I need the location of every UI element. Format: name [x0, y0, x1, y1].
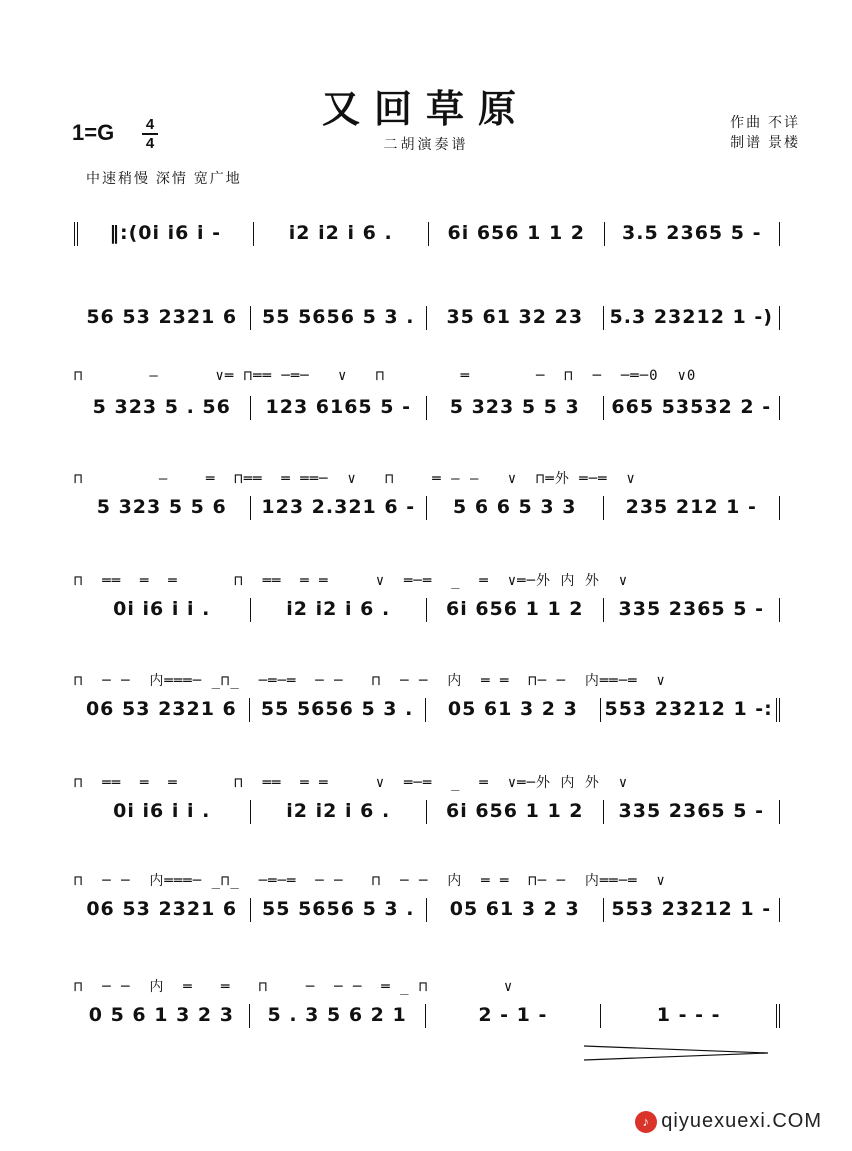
measure: 1 - - -: [601, 1004, 780, 1028]
measure: i2 i2 i 6 .: [251, 598, 428, 622]
score-row: [74, 194, 780, 242]
bowing-marks: ⊓ ─ ─ 内═══─ _⊓_ ─═─═ ─ ─ ⊓ ─ ─ 内 ═ ═ ⊓─ ─ 内══─═ ∨: [74, 673, 666, 689]
diminuendo-hairpin: [582, 1044, 772, 1064]
measure: 6i 656 1 1 2: [427, 800, 604, 824]
score-row: [74, 368, 780, 416]
bowing-marks: ⊓ — ∨═ ⊓══ ─═─ ∨ ⊓ ═ ─ ⊓ ─ ─═─0 ∨0: [74, 368, 697, 384]
measure: 5 6 6 5 3 3: [427, 496, 604, 520]
song-subtitle: 二胡演奏谱: [383, 136, 469, 152]
measure: 665 53532 2 -: [604, 396, 781, 420]
measure: 553 23212 1 -:: [601, 698, 780, 722]
score-row: [74, 570, 780, 618]
measure: 55 5656 5 3 .: [250, 698, 426, 722]
bowing-marks: [74, 278, 780, 300]
measure: 5 . 3 5 6 2 1: [250, 1004, 426, 1028]
measure: 2 - 1 -: [426, 1004, 602, 1028]
time-signature: [142, 116, 158, 152]
watermark-text: qiyuexuexi.COM: [661, 1110, 822, 1132]
measure: 553 23212 1 -: [604, 898, 781, 922]
score-row: [74, 976, 780, 1024]
measure: 6i 656 1 1 2: [427, 598, 604, 622]
measure: 123 2.321 6 -: [251, 496, 428, 520]
measure: 06 53 2321 6: [74, 898, 251, 922]
bowing-marks: ⊓ ─ ─ 内═══─ _⊓_ ─═─═ ─ ─ ⊓ ─ ─ 内 ═ ═ ⊓─ ─ 内══─═ ∨: [74, 873, 666, 889]
measure: 3.5 2365 5 -: [605, 222, 781, 246]
measure: 5 323 5 5 6: [74, 496, 251, 520]
key-signature: 1=G: [72, 120, 115, 145]
measure: 55 5656 5 3 .: [251, 306, 428, 330]
bowing-marks: ⊓ — ═ ⊓══ ═ ══─ ∨ ⊓ ═ — — ∨ ⊓═外 ═─═ ∨: [74, 471, 636, 487]
measure: 56 53 2321 6: [74, 306, 251, 330]
time-signature-bottom: 4: [145, 135, 155, 152]
measure: 5.3 23212 1 -): [604, 306, 781, 330]
measure: 0i i6 i i .: [74, 598, 251, 622]
measure: i2 i2 i 6 .: [254, 222, 430, 246]
measure: 5 323 5 5 3: [427, 396, 604, 420]
measure: 55 5656 5 3 .: [251, 898, 428, 922]
score-row: [74, 670, 780, 718]
bowing-marks: ⊓ ══ ═ ═ ⊓ ══ ═ ═ ∨ ═─═ _ ═ ∨═─外 内 外 ∨: [74, 775, 629, 791]
site-watermark: [635, 1110, 822, 1133]
measure: 335 2365 5 -: [604, 598, 781, 622]
measure: 35 61 32 23: [427, 306, 604, 330]
music-note-icon: ♪: [635, 1111, 657, 1133]
measure: 06 53 2321 6: [74, 698, 250, 722]
measure: i2 i2 i 6 .: [251, 800, 428, 824]
measure: ‖:(0i i6 i -: [74, 222, 254, 246]
score-row: [74, 772, 780, 820]
arranger-credit: 制谱 景楼: [730, 134, 800, 150]
composer-credit: 作曲 不详: [730, 114, 800, 130]
measure: 235 212 1 -: [604, 496, 781, 520]
measure: 6i 656 1 1 2: [429, 222, 605, 246]
measure: 335 2365 5 -: [604, 800, 781, 824]
time-signature-top: 4: [145, 116, 155, 133]
measure: 0 5 6 1 3 2 3: [74, 1004, 250, 1028]
score-row: [74, 468, 780, 516]
measure: 5 323 5 . 56: [74, 396, 251, 420]
song-title: 又回草原: [321, 86, 530, 131]
bowing-marks: ⊓ ══ ═ ═ ⊓ ══ ═ ═ ∨ ═─═ _ ═ ∨═─外 内 外 ∨: [74, 573, 629, 589]
measure: 05 61 3 2 3: [426, 698, 602, 722]
tempo-marking: 中速稍慢 深情 宽广地: [86, 170, 242, 186]
score-row: [74, 870, 780, 918]
measure: 0i i6 i i .: [74, 800, 251, 824]
measure: 05 61 3 2 3: [427, 898, 604, 922]
score-row: [74, 278, 780, 326]
bowing-marks: [74, 194, 780, 216]
measure: 123 6165 5 -: [251, 396, 428, 420]
bowing-marks: ⊓ ─ ─ 内 ═ ═ ⊓ ─ ─ ─ ═ _ ⊓ ∨: [74, 979, 514, 995]
